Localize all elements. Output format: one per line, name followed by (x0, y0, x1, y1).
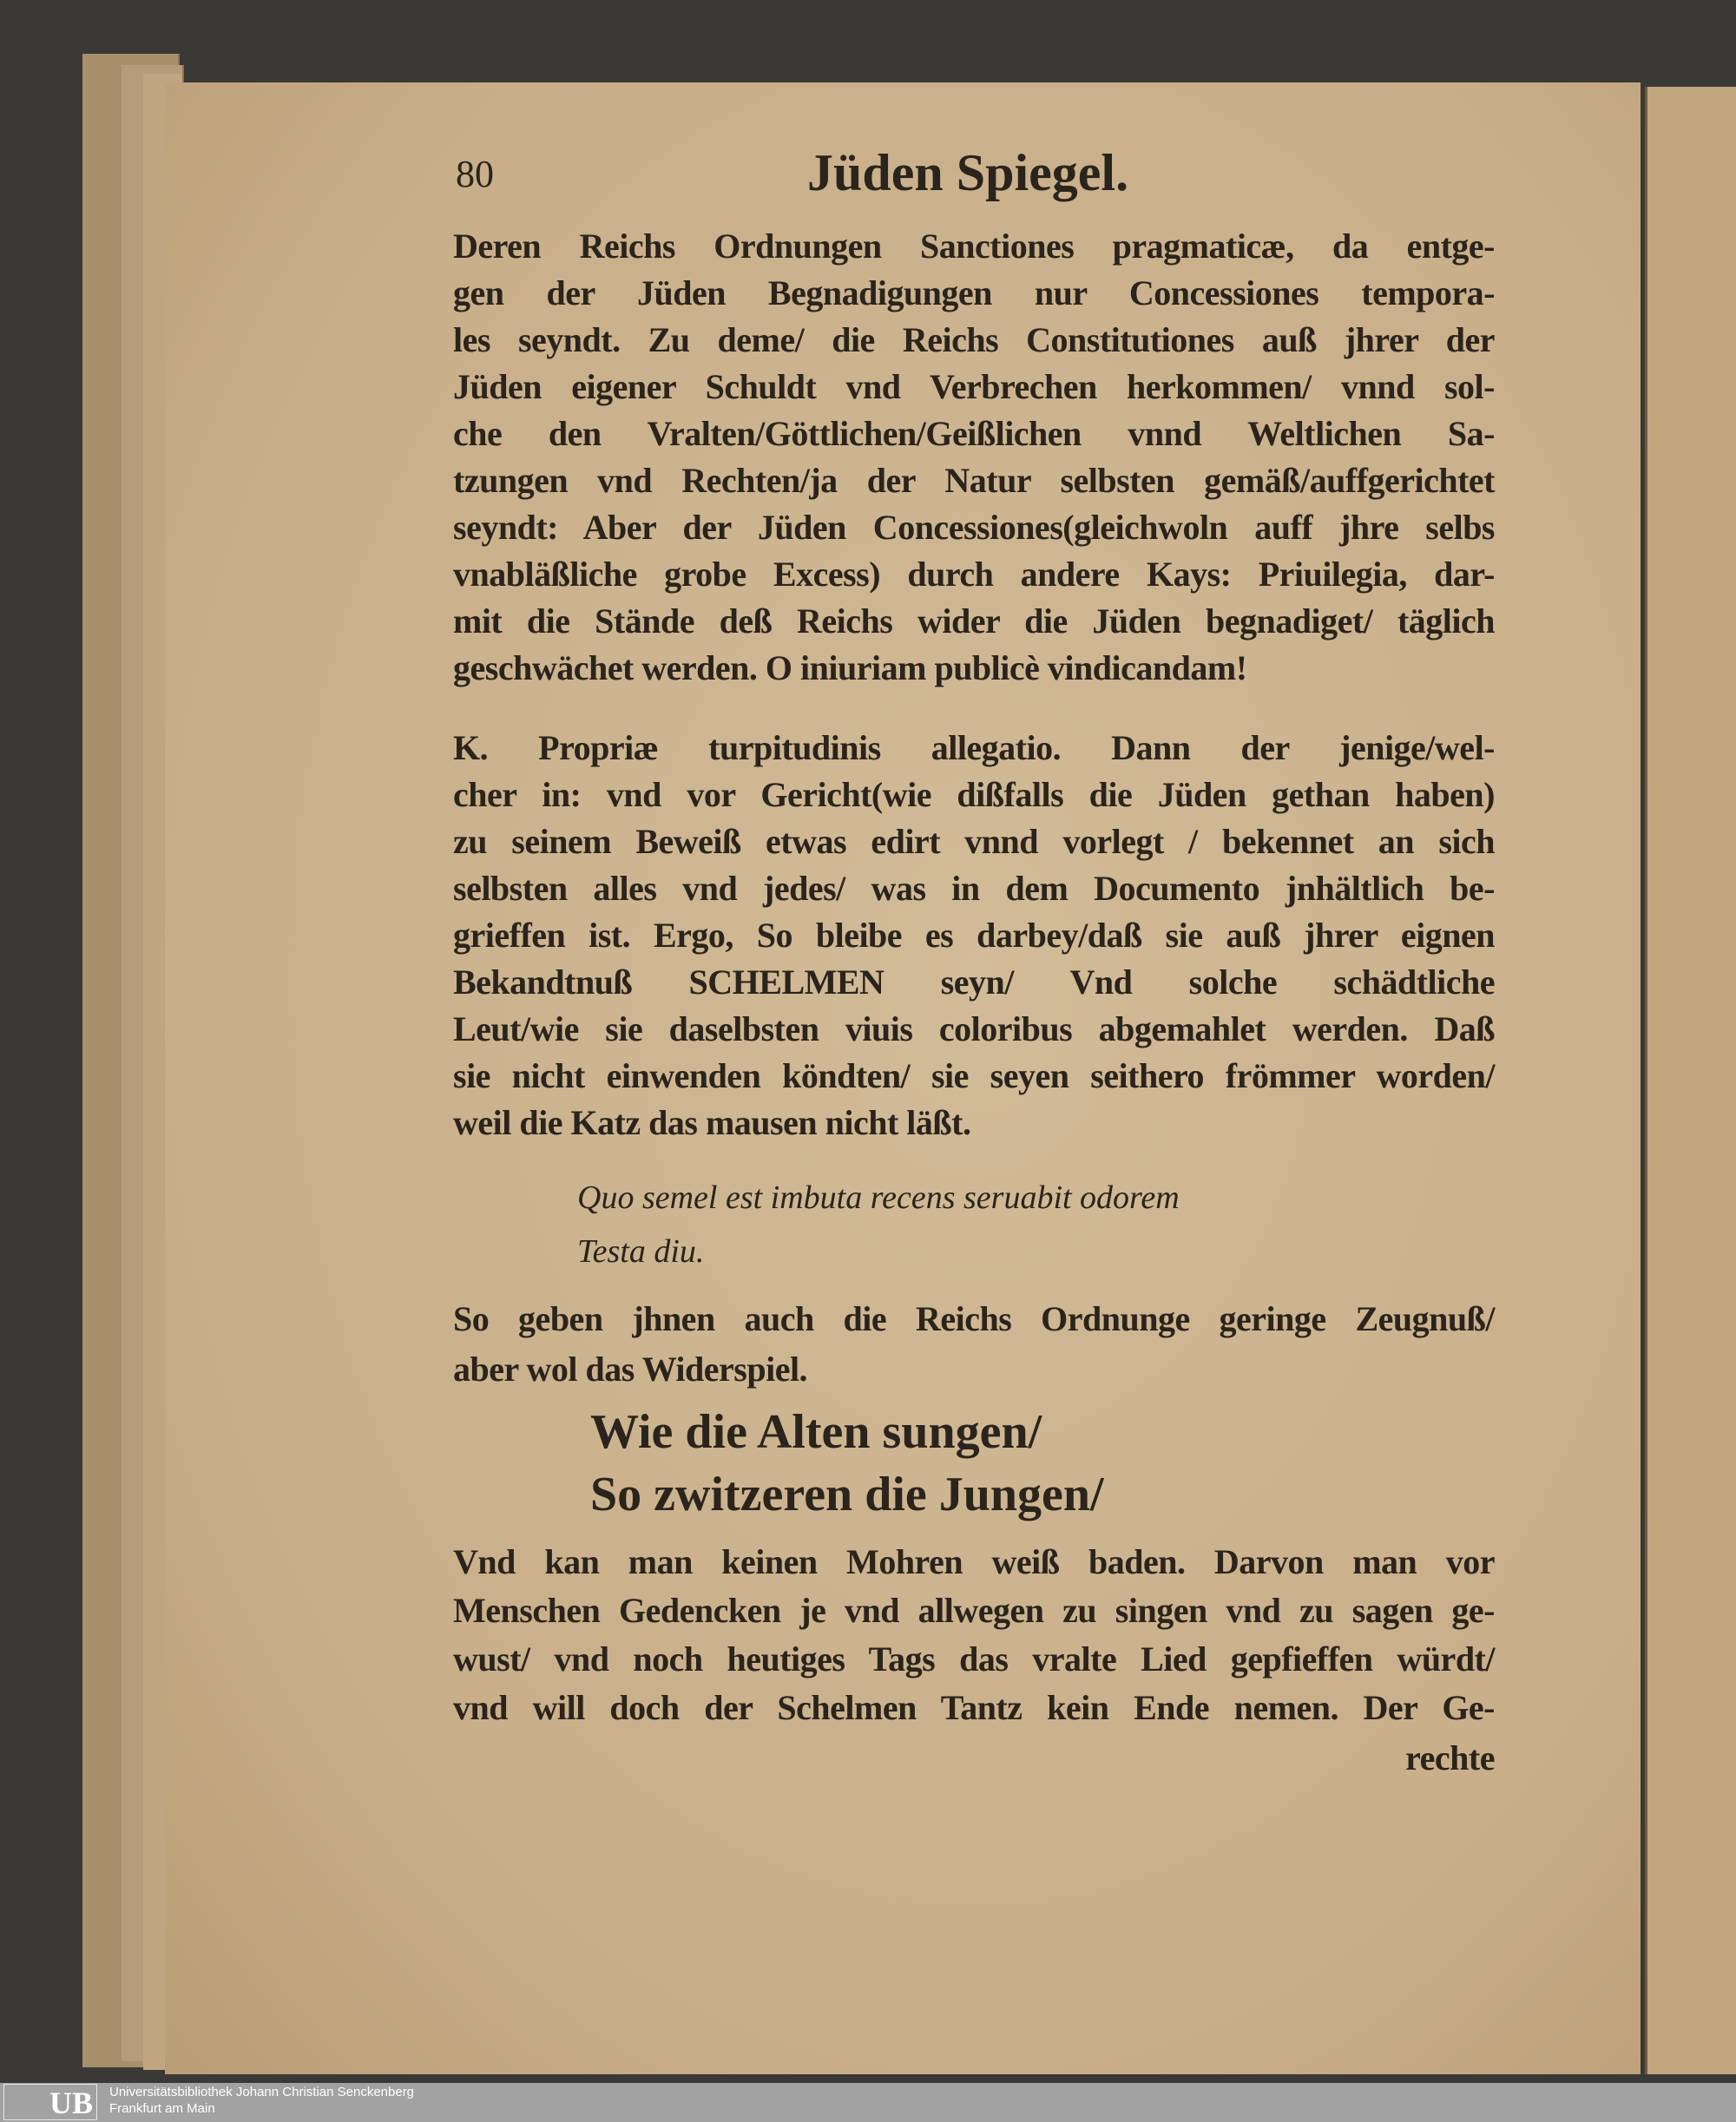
text-line: weil die Katz das mausen nicht läßt. (453, 1103, 971, 1142)
text-line: vnabläßliche grobe Excess) durch andere Kays: Priuilegia, dar- (453, 555, 1495, 594)
text-line: selbsten alles vnd jedes/ was in dem Documento jnhältlich be- (453, 869, 1495, 908)
text-line: sie nicht einwenden köndten/ sie seyen seithero frömmer worden/ (453, 1056, 1495, 1095)
latin-verse-line: Testa diu. (577, 1233, 705, 1270)
text-line: gen der Jüden Begnadigungen nur Concessiones tempora- (453, 273, 1495, 312)
text-line: aber wol das Widerspiel. (453, 1350, 808, 1389)
text-line: Leut/wie sie daselbsten viuis coloribus abgemahlet werden. Daß (453, 1009, 1495, 1048)
latin-verse-line: Quo semel est imbuta recens seruabit odorem (577, 1179, 1180, 1216)
text-line: cher in: vnd vor Gericht(wie dißfalls die Jüden gethan haben) (453, 775, 1495, 814)
text-line: mit die Stände deß Reichs wider die Jüden begnadiget/ täglich (453, 601, 1495, 641)
text-line: grieffen ist. Ergo, So bleibe es darbey/daß sie auß jhrer eignen (453, 916, 1495, 955)
text-line: geschwächet werden. O iniuriam publicè vindicandam! (453, 648, 1247, 687)
text-line: Menschen Gedencken je vnd allwegen zu singen vnd zu sagen ge- (453, 1591, 1495, 1630)
text-line: Jüden eigener Schuldt vnd Verbrechen herkommen/ vnnd sol- (453, 367, 1495, 406)
institution-name: Universitätsbibliothek Johann Christian Senckenberg (109, 2085, 415, 2099)
text-line: Deren Reichs Ordnungen Sanctiones pragmaticæ, da entge- (453, 227, 1495, 266)
text-line: So geben jhnen auch die Reichs Ordnunge geringe Zeugnuß/ (453, 1299, 1495, 1338)
running-title: Jüden Spiegel. (807, 144, 1129, 201)
text-line: Bekandtnuß SCHELMEN seyn/ Vnd solche schädtliche (453, 962, 1495, 1002)
page-number: 80 (456, 153, 494, 195)
text-line: les seyndt. Zu deme/ die Reichs Constitutiones auß jhrer der (453, 320, 1495, 359)
text-line: che den Vralten/Göttlichen/Geißlichen vnnd Weltlichen Sa- (453, 414, 1495, 453)
text-line: tzungen vnd Rechten/ja der Natur selbsten gemäß/auffgerichtet (453, 461, 1495, 500)
institution-city: Frankfurt am Main (109, 2101, 215, 2116)
catchword: rechte (1405, 1738, 1495, 1777)
text-line: vnd will doch der Schelmen Tantz kein Ende nemen. Der Ge- (453, 1688, 1495, 1727)
text-line: seyndt: Aber der Jüden Concessiones(gleichwoln auff jhre selbs (453, 508, 1495, 547)
library-logo: UB (3, 2084, 97, 2120)
text-line: K. Propriæ turpitudinis allegatio. Dann der jenige/wel- (453, 728, 1495, 767)
proverb-line: So zwitzeren die Jungen/ (590, 1468, 1104, 1521)
facing-page-edge (1645, 87, 1736, 2074)
text-line: Vnd kan man keinen Mohren weiß baden. Darvon man vor (453, 1542, 1495, 1581)
proverb-line: Wie die Alten sungen/ (590, 1405, 1042, 1459)
text-line: zu seinem Beweiß etwas edirt vnnd vorlegt / bekennet an sich (453, 822, 1495, 861)
text-line: wust/ vnd noch heutiges Tags das vralte Lied gepfieffen würdt/ (453, 1639, 1495, 1679)
